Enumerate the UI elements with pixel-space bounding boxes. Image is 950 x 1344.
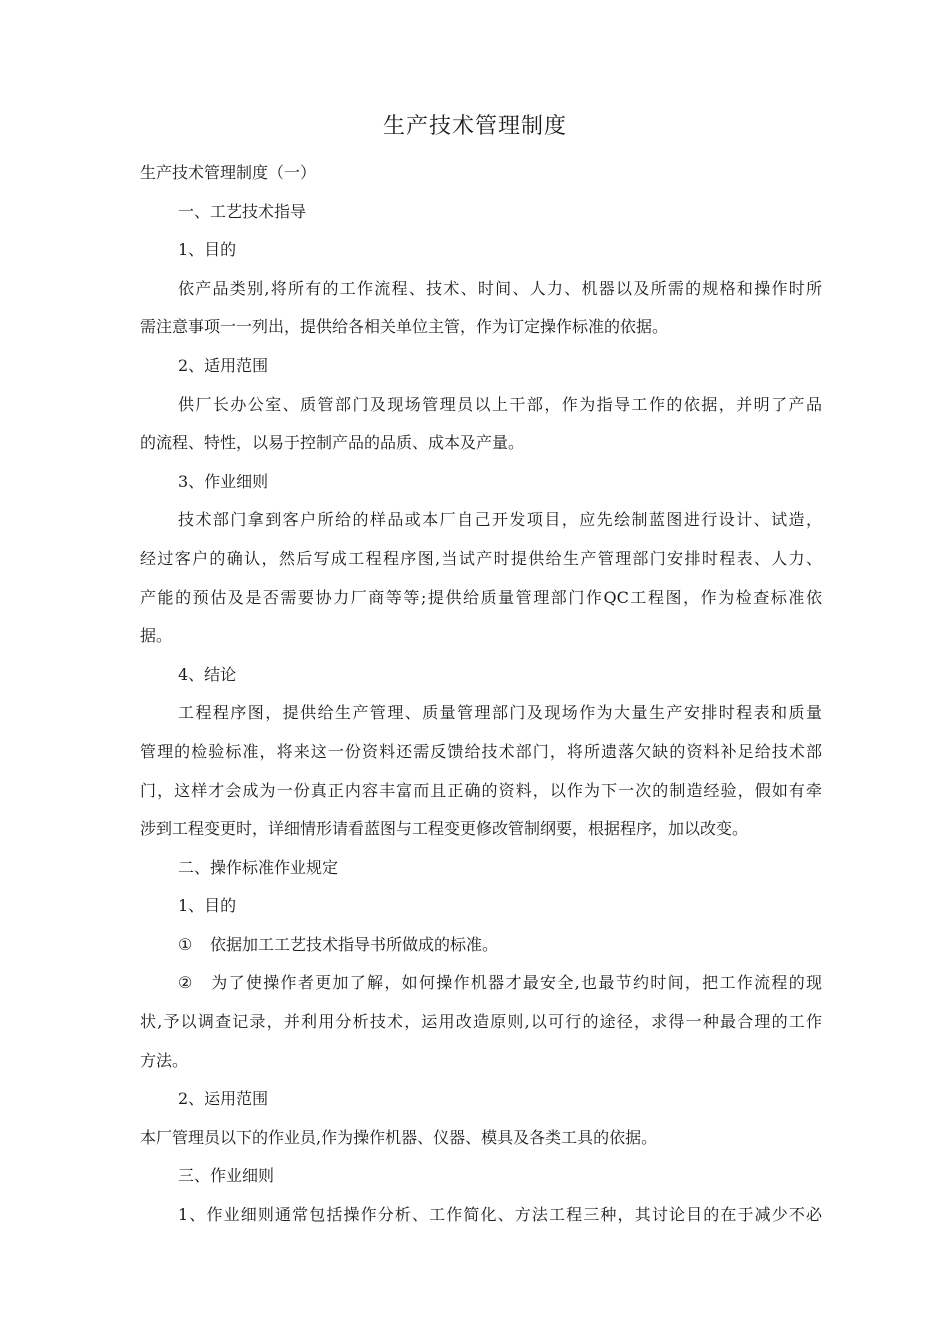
subsection-heading-scope: 2、适用范围 <box>178 355 269 375</box>
paragraph-line: 门，这样才会成为一份真正内容丰富而且正确的资料，以作为下一次的制造经验，假如有牵 <box>140 780 822 800</box>
section-heading-3: 三、作业细则 <box>178 1166 275 1186</box>
paragraph-line: 工程程序图，提供给生产管理、质量管理部门及现场作为大量生产安排时程表和质量 <box>178 703 822 723</box>
paragraph-line: 管理的检验标准，将来这一份资料还需反馈给技术部门，将所遗落欠缺的资料补足给技术部 <box>140 741 822 761</box>
subsection-heading-conclusion: 4、结论 <box>178 664 237 684</box>
section-heading-2: 二、操作标准作业规定 <box>178 857 339 877</box>
document-title: 生产技术管理制度 <box>382 114 567 139</box>
item-text: 为了使操作者更加了解，如何操作机器才最安全,也最节约时间，把工作流程的现 <box>210 973 822 993</box>
paragraph-line: 需注意事项一一列出，提供给各相关单位主管，作为订定操作标准的依据。 <box>140 317 669 337</box>
subsection-heading-purpose-2: 1、目的 <box>178 896 237 916</box>
subsection-heading-purpose: 1、目的 <box>178 240 237 260</box>
paragraph-line: 据。 <box>140 626 173 646</box>
document-subtitle: 生产技术管理制度（一） <box>140 163 317 182</box>
section-heading-1: 一、工艺技术指导 <box>178 201 307 221</box>
paragraph-line: 技术部门拿到客户所给的样品或本厂自己开发项目，应先绘制蓝图进行设计、试造， <box>178 510 822 530</box>
paragraph-line: 1、作业细则通常包括操作分析、工作简化、方法工程三种，其讨论目的在于减少不必 <box>178 1205 822 1225</box>
numbered-item-2 <box>140 964 822 1003</box>
paragraph-line: 本厂管理员以下的作业员,作为操作机器、仪器、模具及各类工具的依据。 <box>140 1127 658 1147</box>
subsection-heading-scope-2: 2、运用范围 <box>178 1089 269 1109</box>
document-body <box>140 154 822 1235</box>
paragraph-line: 状,予以调查记录，并利用分析技术，运用改造原则,以可行的途径，求得一种最合理的工作 <box>140 1012 822 1032</box>
paragraph-line: 的流程、特性，以易于控制产品的品质、成本及产量。 <box>140 433 525 453</box>
paragraph-line: 依产品类别,将所有的工作流程、技术、时间、人力、机器以及所需的规格和操作时所 <box>178 278 822 298</box>
paragraph-line: 经过客户的确认，然后写成工程程序图,当试产时提供给生产管理部门安排时程表、人力、 <box>140 548 822 568</box>
item-number: ① <box>178 934 193 954</box>
paragraph-line: 产能的预估及是否需要协力厂商等等;提供给质量管理部门作QC工程图，作为检查标准依 <box>140 587 822 607</box>
numbered-item-1 <box>140 926 822 965</box>
item-number: ② <box>178 973 193 993</box>
paragraph-line: 供厂长办公室、质管部门及现场管理员以上干部，作为指导工作的依据，并明了产品 <box>178 394 822 414</box>
item-text: 依据加工工艺技术指导书所做成的标准。 <box>210 934 499 954</box>
paragraph-line: 方法。 <box>140 1050 189 1070</box>
subsection-heading-rules: 3、作业细则 <box>178 471 269 491</box>
paragraph-line: 涉到工程变更时，详细情形请看蓝图与工程变更修改管制纲要，根据程序，加以改变。 <box>140 819 749 839</box>
